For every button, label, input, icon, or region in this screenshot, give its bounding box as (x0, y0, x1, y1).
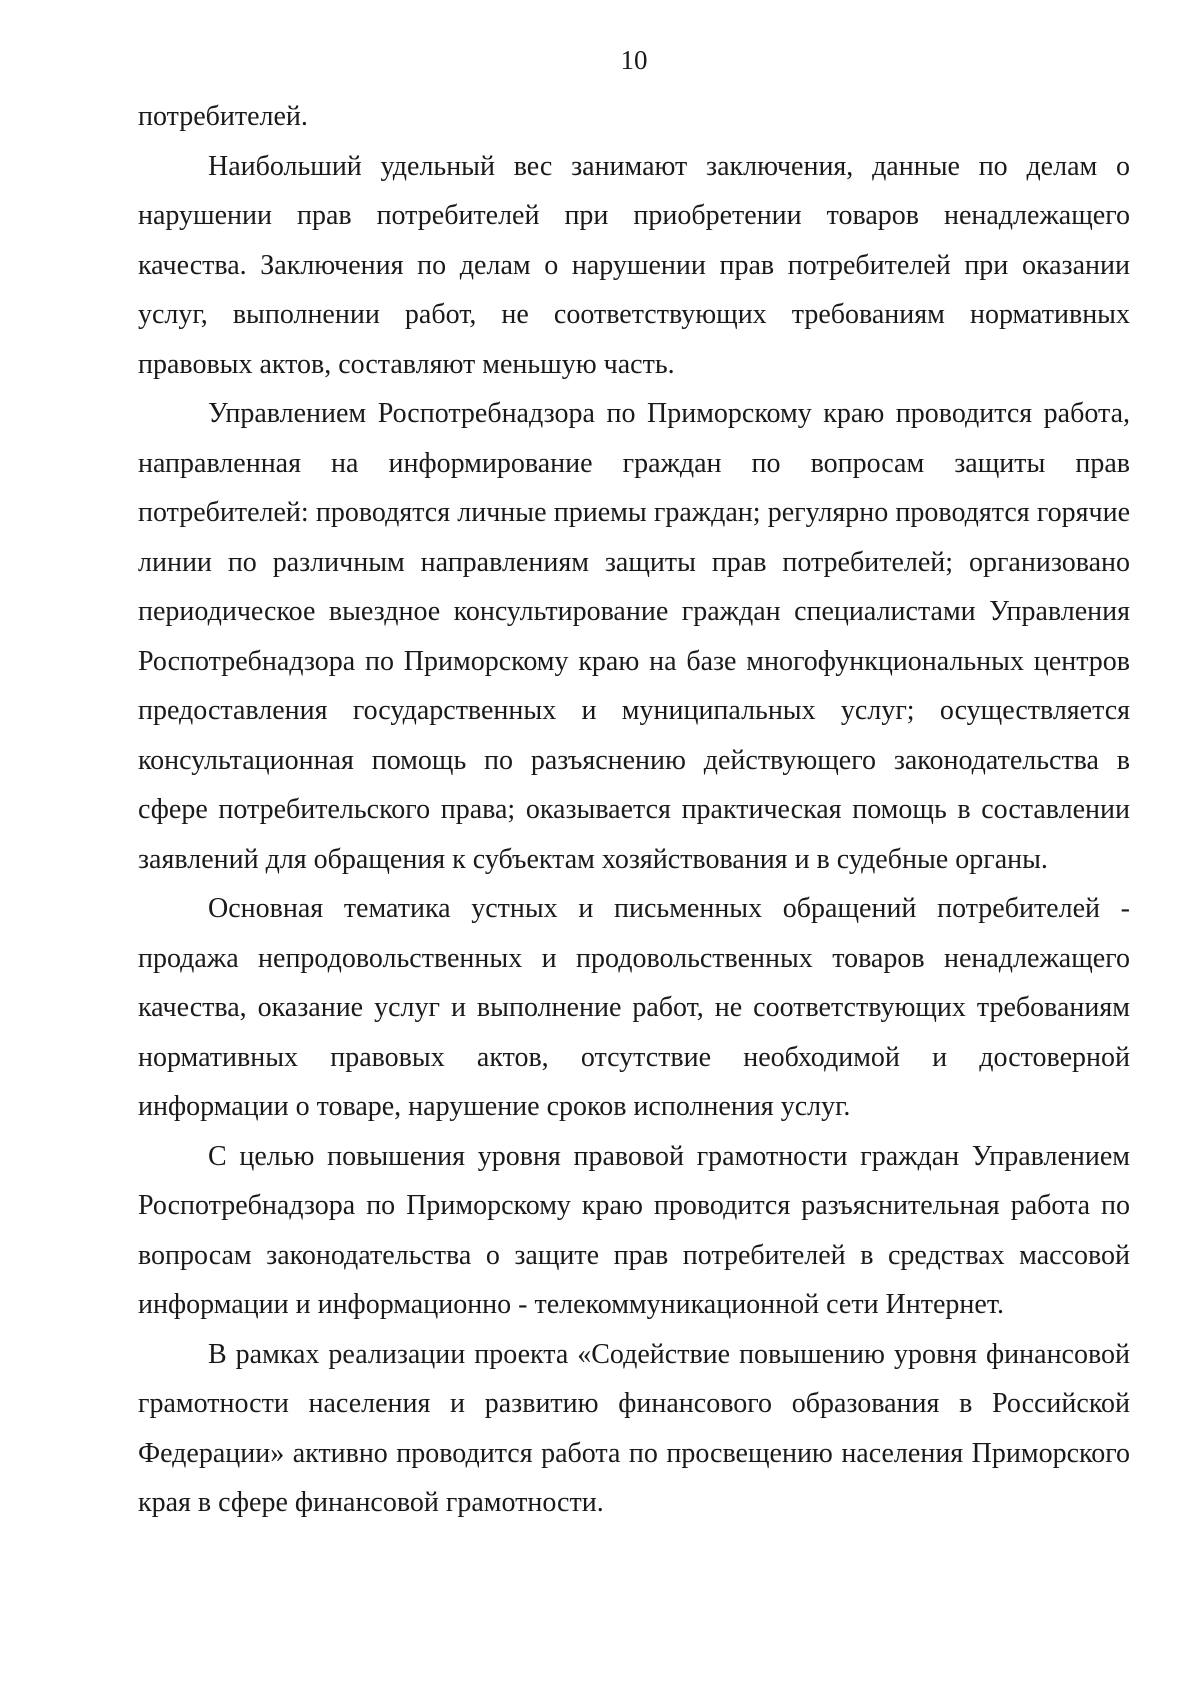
paragraph-conclusions: Наибольший удельный вес занимают заключения, данные по делам о нарушении прав потребителей при приобретении товаров ненадлежащего качества. Заключения по делам о нарушении прав потребителей при оказании услуг, выполнении работ, не соответствующих требованиям нормативных правовых актов, составляют меньшую часть. (138, 150, 1130, 380)
paragraph-legal-literacy: С целью повышения уровня правовой грамотности граждан Управлением Роспотребнадзора по Приморскому краю проводится разъяснительная работа по вопросам законодательства о защите прав потребителей в средствах массовой информации и информационно - телекоммуникационной сети Интернет. (138, 1140, 1130, 1320)
paragraph-informing-work: Управлением Роспотребнадзора по Приморскому краю проводится работа, направленная на информирование граждан по вопросам защиты прав потребителей: проводятся личные приемы граждан; регулярно проводятся горячие линии по различным направлениям защиты прав потребителей; организовано периодическое выездное консультирование граждан специалистами Управления Роспотребнадзора по Приморскому краю на базе многофункциональных центров предоставления государственных и муниципальных услуг; осуществляется консультационная помощь по разъяснению действующего законодательства в сфере потребительского права; оказывается практическая помощь в составлении заявлений для обращения к субъектам хозяйствования и в судебные органы. (138, 398, 1130, 875)
paragraph-continuation: потребителей. (138, 101, 308, 132)
paragraph-financial-literacy: В рамках реализации проекта «Содействие повышению уровня финансовой грамотности населения и развитию финансового образования в Российской Федерации» активно проводится работа по просвещению населения Приморского края в сфере финансовой грамотности. (138, 1338, 1130, 1518)
document-body (138, 92, 1130, 1528)
paragraph-appeal-topics: Основная тематика устных и письменных обращений потребителей - продажа непродовольственных и продовольственных товаров ненадлежащего качества, оказание услуг и выполнение работ, не соответствующих требованиям нормативных правовых актов, отсутствие необходимой и достоверной информации о товаре, нарушение сроков исполнения услуг. (138, 893, 1130, 1122)
page-number: 10 (620, 45, 648, 75)
